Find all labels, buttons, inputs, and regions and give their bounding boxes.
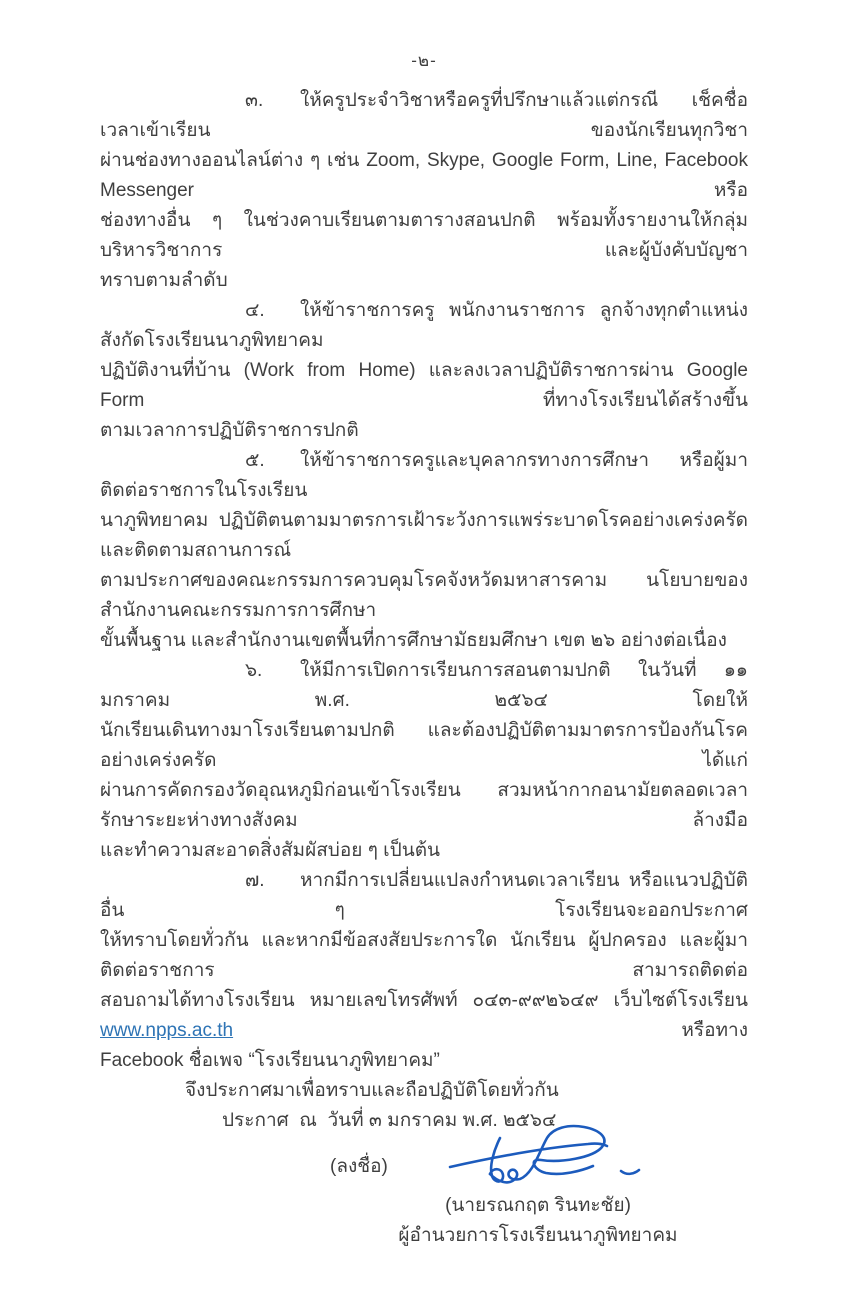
paragraph-line xyxy=(100,926,748,986)
signature-block xyxy=(100,1136,748,1316)
signer-name: (นายรณกฤต รินทะชัย) xyxy=(445,1195,631,1216)
paragraph-text: ตามเวลาการปฏิบัติราชการปกติ xyxy=(100,420,359,441)
paragraph-line xyxy=(100,296,748,356)
paragraph-text: ผ่านการคัดกรองวัดอุณหภูมิก่อนเข้าโรงเรียน สวมหน้ากากอนามัยตลอดเวลา รักษาระยะห่างทางสังคม ล้างมือ xyxy=(100,780,748,831)
paragraph-number: ๓. xyxy=(245,90,264,111)
paragraph-text: หรือทาง xyxy=(233,1020,748,1041)
paragraph-line xyxy=(100,506,748,566)
announcement-body xyxy=(100,86,748,1076)
paragraph-line xyxy=(100,776,748,836)
paragraph-line xyxy=(100,626,748,656)
school-website-link[interactable]: www.npps.ac.th xyxy=(100,1020,234,1041)
paragraph-line xyxy=(100,866,748,926)
paragraph-line xyxy=(100,266,748,296)
paragraph-line xyxy=(100,836,748,866)
paragraph-line xyxy=(100,206,748,266)
paragraph-number: ๗. xyxy=(245,870,265,891)
paragraph-line xyxy=(100,416,748,446)
paragraph-text: นาภูพิทยาคม ปฏิบัติตนตามมาตรการเฝ้าระวังการแพร่ระบาดโรคอย่างเคร่งครัด และติดตามสถานการณ์ xyxy=(100,510,748,561)
signer-title: ผู้อำนวยการโรงเรียนนาภูพิทยาคม xyxy=(398,1225,678,1246)
paragraph xyxy=(100,86,748,296)
paragraph-text: สอบถามได้ทางโรงเรียน หมายเลขโทรศัพท์ ๐๔๓-๙๙๒๖๔๙ เว็บไซต์โรงเรียน xyxy=(100,990,748,1011)
paragraph-line xyxy=(100,986,748,1046)
paragraph-number: ๕. xyxy=(245,450,265,471)
paragraph-text: Facebook ชื่อเพจ “โรงเรียนนาภูพิทยาคม” xyxy=(100,1050,440,1071)
paragraph-text: ผ่านช่องทางออนไลน์ต่าง ๆ เช่น Zoom, Skype, Google Form, Line, Facebook Messenger หรือ xyxy=(100,150,748,201)
paragraph-line xyxy=(100,566,748,626)
paragraph-text: ตามประกาศของคณะกรรมการควบคุมโรคจังหวัดมหาสารคาม นโยบายของสำนักงานคณะกรรมการการศึกษา xyxy=(100,570,748,621)
paragraph-line xyxy=(100,656,748,716)
paragraph-number: ๔. xyxy=(245,300,265,321)
paragraph-text: ให้ข้าราชการครู พนักงานราชการ ลูกจ้างทุกตำแหน่ง สังกัดโรงเรียนนาภูพิทยาคม xyxy=(100,300,748,351)
paragraph-text: ทราบตามลำดับ xyxy=(100,270,228,291)
paragraph-line xyxy=(100,86,748,146)
paragraph-text: และทำความสะอาดสิ่งสัมผัสบ่อย ๆ เป็นต้น xyxy=(100,840,441,861)
page-number: -๒- xyxy=(411,51,437,70)
paragraph-text: ขั้นพื้นฐาน และสำนักงานเขตพื้นที่การศึกษามัธยมศึกษา เขต ๒๖ อย่างต่อเนื่อง xyxy=(100,630,727,651)
paragraph xyxy=(100,866,748,1076)
paragraph-text: ให้มีการเปิดการเรียนการสอนตามปกติ ในวันที่ ๑๑ มกราคม พ.ศ. ๒๕๖๔ โดยให้ xyxy=(100,660,748,711)
paragraph-text: ให้ทราบโดยทั่วกัน และหากมีข้อสงสัยประการใด นักเรียน ผู้ปกครอง และผู้มาติดต่อราชการ สามารถติดต่อ xyxy=(100,930,748,981)
paragraph xyxy=(100,656,748,866)
handwritten-signature-icon xyxy=(440,1122,650,1202)
paragraph-line xyxy=(100,356,748,416)
paragraph xyxy=(100,446,748,656)
paragraph-text: ให้ครูประจำวิชาหรือครูที่ปรึกษาแล้วแต่กรณี เช็คชื่อเวลาเข้าเรียน ของนักเรียนทุกวิชา xyxy=(100,90,748,141)
paragraph-text: หากมีการเปลี่ยนแปลงกำหนดเวลาเรียน หรือแนวปฏิบัติอื่น ๆ โรงเรียนจะออกประกาศ xyxy=(100,870,748,921)
announcement-date-line: ประกาศ ณ วันที่ ๓ มกราคม พ.ศ. ๒๕๖๔ xyxy=(222,1110,557,1131)
paragraph-number: ๖. xyxy=(245,660,263,681)
sign-here-label: (ลงชื่อ) xyxy=(330,1156,388,1177)
paragraph xyxy=(100,296,748,446)
paragraph-line xyxy=(100,716,748,776)
paragraph-line xyxy=(100,446,748,506)
paragraph-line xyxy=(100,1046,748,1076)
paragraph-text: ปฏิบัติงานที่บ้าน (Work from Home) และลงเวลาปฏิบัติราชการผ่าน Google Form ที่ทางโรงเรียนได้สร้างขึ้น xyxy=(100,360,748,411)
paragraph-text: ช่องทางอื่น ๆ ในช่วงคาบเรียนตามตารางสอนปกติ พร้อมทั้งรายงานให้กลุ่มบริหารวิชาการ และผู้บังคับบัญชา xyxy=(100,210,748,261)
paragraph-text: นักเรียนเดินทางมาโรงเรียนตามปกติ และต้องปฏิบัติตามมาตรการป้องกันโรคอย่างเคร่งครัด ได้แก่ xyxy=(100,720,748,771)
paragraph-line xyxy=(100,146,748,206)
closing-notice-line: จึงประกาศมาเพื่อทราบและถือปฏิบัติโดยทั่วกัน xyxy=(185,1080,559,1101)
paragraph-text: ให้ข้าราชการครูและบุคลากรทางการศึกษา หรือผู้มาติดต่อราชการในโรงเรียน xyxy=(100,450,748,501)
